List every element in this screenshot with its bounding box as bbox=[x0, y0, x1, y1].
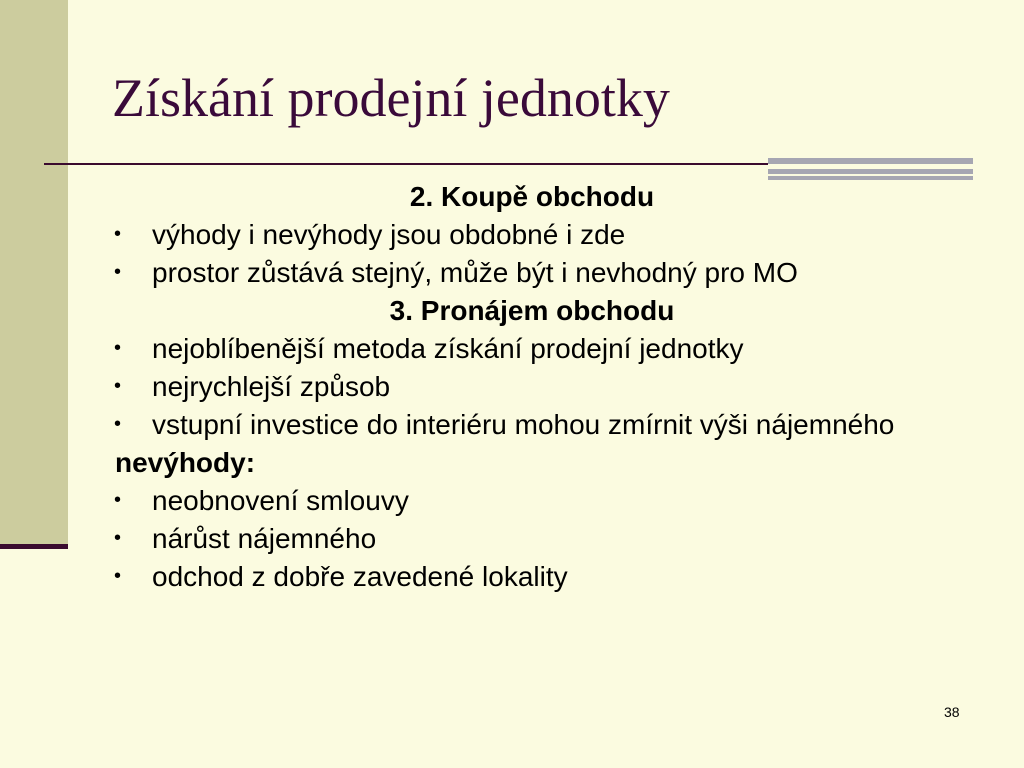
bullet-text: prostor zůstává stejný, může být i nevhodný pro MO bbox=[152, 257, 798, 288]
bullet-item bbox=[112, 256, 952, 289]
bullet-text: nejrychlejší způsob bbox=[152, 371, 391, 402]
bullet-text: neobnovení smlouvy bbox=[152, 485, 409, 516]
section-heading-buy: 2. Koupě obchodu bbox=[409, 181, 655, 212]
bullet-icon: • bbox=[114, 527, 122, 549]
bullet-icon: • bbox=[114, 413, 122, 435]
bullet-text: vstupní investice do interiéru mohou zmírnit výši nájemného bbox=[152, 409, 895, 440]
slide-number: 38 bbox=[944, 704, 960, 720]
bullet-icon: • bbox=[114, 337, 122, 359]
bullet-item bbox=[112, 370, 952, 403]
bullet-item bbox=[112, 522, 952, 555]
section-heading-rent: 3. Pronájem obchodu bbox=[389, 295, 675, 326]
side-decor-rule bbox=[0, 544, 68, 549]
slide-body bbox=[112, 180, 952, 598]
bullet-icon: • bbox=[114, 375, 122, 397]
bullet-item bbox=[112, 560, 952, 593]
bullet-icon: • bbox=[114, 261, 122, 283]
bullet-item bbox=[112, 484, 952, 517]
bullet-text: nárůst nájemného bbox=[152, 523, 377, 554]
bullet-item bbox=[112, 218, 952, 251]
bullet-icon: • bbox=[114, 223, 122, 245]
accent-stripes bbox=[768, 158, 973, 180]
slide-title: Získání prodejní jednotky bbox=[112, 68, 670, 128]
bullet-text: výhody i nevýhody jsou obdobné i zde bbox=[152, 219, 626, 250]
bullet-text: odchod z dobře zavedené lokality bbox=[152, 561, 568, 592]
title-underline bbox=[44, 163, 780, 165]
bullet-text: nejoblíbenější metoda získání prodejní jednotky bbox=[152, 333, 744, 364]
bullet-item bbox=[112, 332, 952, 365]
disadvantages-label: nevýhody: bbox=[115, 447, 256, 478]
side-decor-bar bbox=[0, 0, 68, 545]
bullet-icon: • bbox=[114, 565, 122, 587]
bullet-item bbox=[112, 408, 952, 441]
bullet-icon: • bbox=[114, 489, 122, 511]
